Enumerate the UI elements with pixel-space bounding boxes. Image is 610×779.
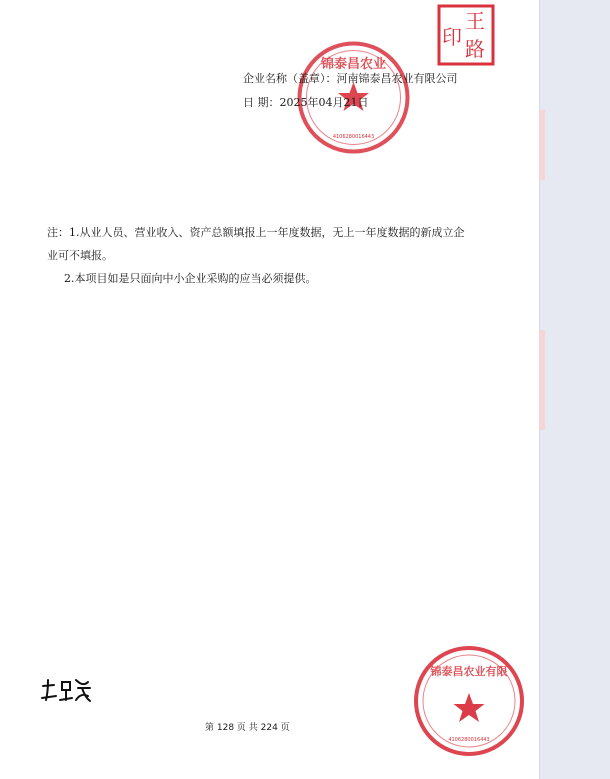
page-gutter	[539, 0, 610, 779]
note-2: 2.本项目如是只面向中小企业采购的应当必须提供。	[64, 272, 317, 285]
svg-text:王: 王	[465, 9, 485, 33]
company-name-line	[243, 72, 458, 86]
svg-text:4106280016443: 4106280016443	[332, 134, 375, 140]
date-label: 日 期：	[243, 96, 280, 109]
date-line	[243, 96, 369, 110]
svg-text:路: 路	[465, 37, 485, 61]
date-value: 2025年04月21日	[279, 96, 369, 109]
svg-text:锦泰昌农业有限: 锦泰昌农业有限	[430, 665, 508, 678]
company-seal-lower	[413, 645, 525, 757]
note-1-line-2: 业可不填报。	[47, 249, 113, 262]
seal-edge-mark-1	[539, 110, 545, 180]
svg-text:锦泰昌农业: 锦泰昌农业	[320, 57, 387, 72]
note-1-line-1: 注：1.从业人员、营业收入、资产总额填报上一年度数据，无上一年度数据的新成立企	[47, 226, 465, 239]
svg-text:印: 印	[442, 25, 462, 49]
company-label: 企业名称（盖章）：	[243, 72, 337, 85]
page-number: 第 128 页 共 224 页	[205, 723, 290, 733]
svg-text:4106280016443: 4106280016443	[448, 737, 490, 743]
seal-edge-mark-2	[539, 330, 545, 430]
company-name: 河南锦泰昌农业有限公司	[336, 72, 458, 85]
personal-seal	[437, 4, 495, 66]
handwritten-signature	[40, 676, 95, 706]
